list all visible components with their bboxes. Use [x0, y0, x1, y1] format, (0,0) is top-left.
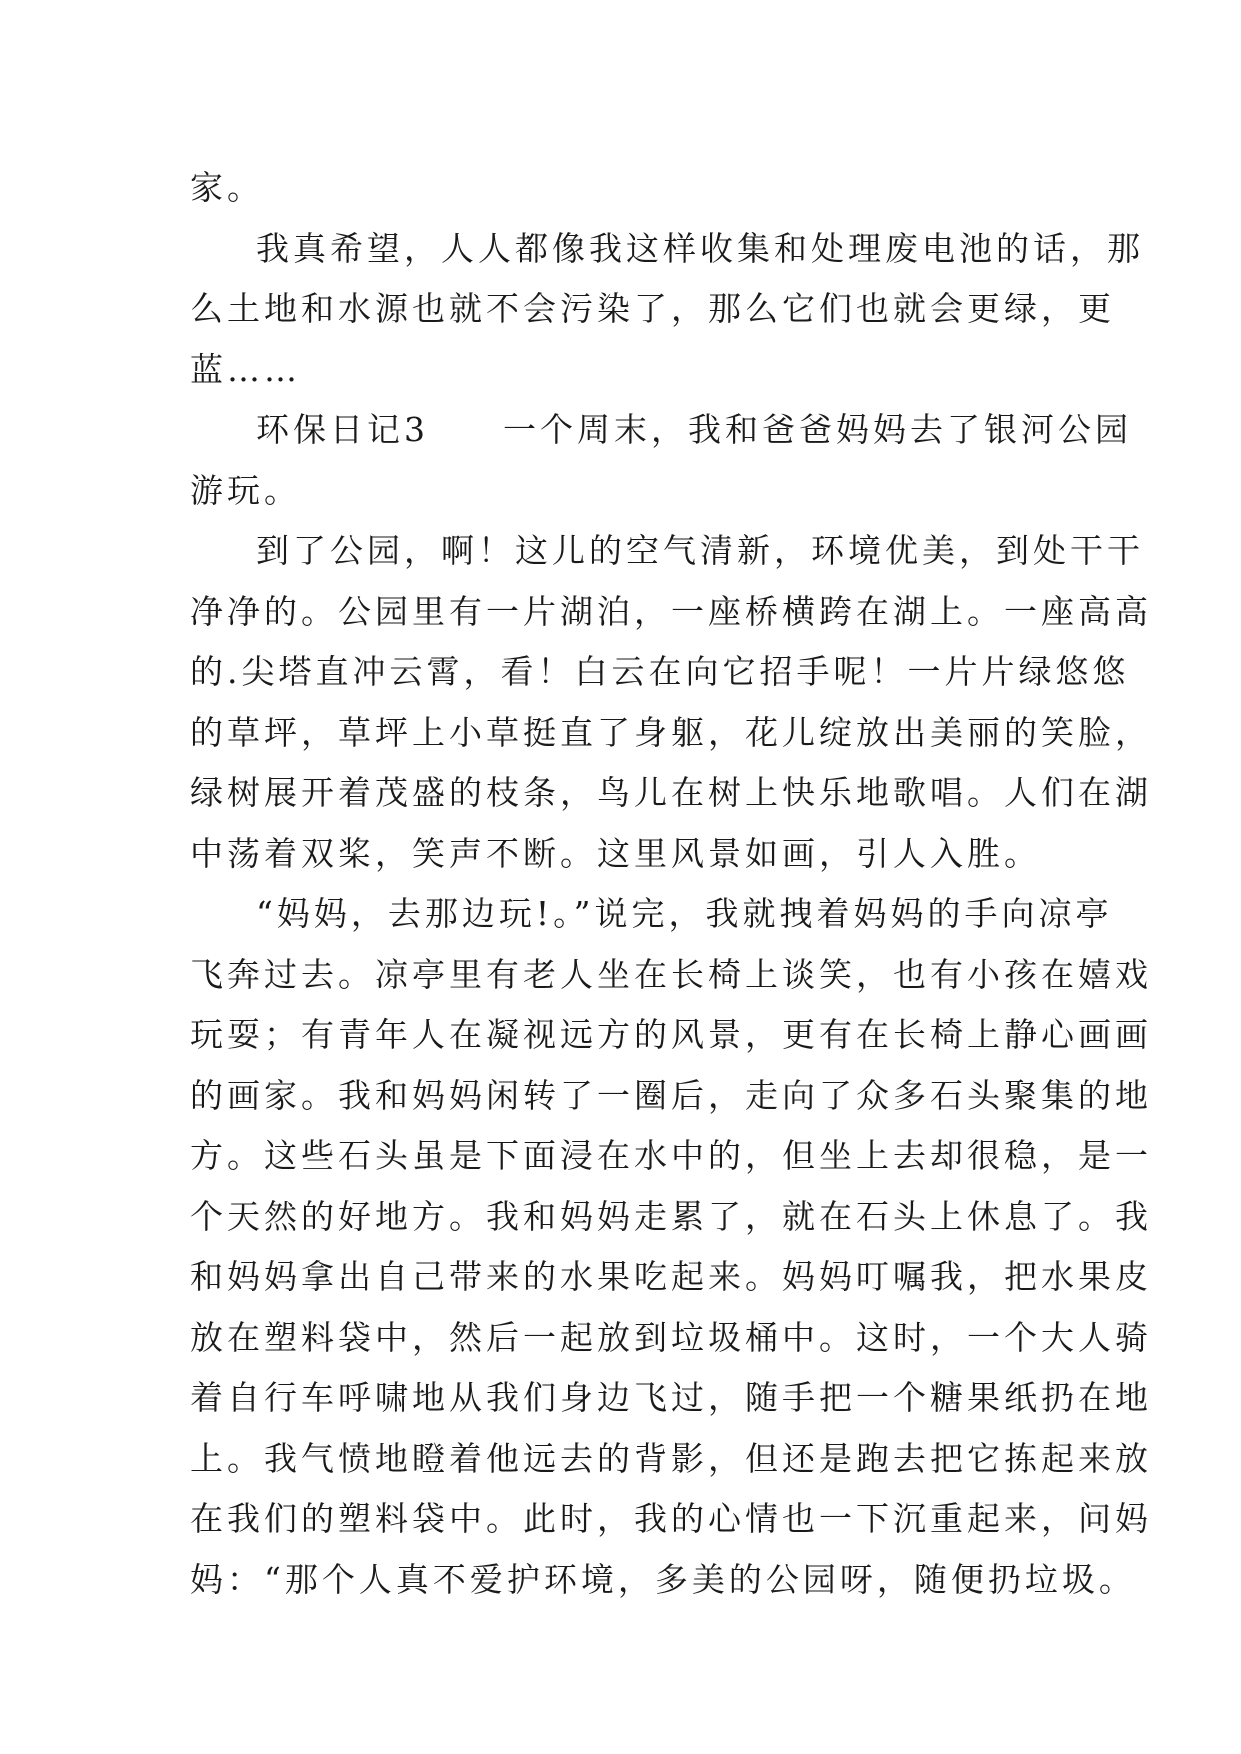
text-line: 个天然的好地方。我和妈妈走累了，就在石头上休息了。我 — [190, 1196, 1152, 1236]
text-line: 的画家。我和妈妈闲转了一圈后，走向了众多石头聚集的地 — [190, 1075, 1152, 1115]
text-line: 游玩。 — [190, 470, 301, 510]
text-line: 的草坪，草坪上小草挺直了身躯，花儿绽放出美丽的笑脸， — [190, 712, 1152, 752]
text-line: 净净的。公园里有一片湖泊，一座桥横跨在湖上。一座高高 — [190, 591, 1152, 631]
paragraph-first-line: 环保日记3 一个周末，我和爸爸妈妈去了银河公园 — [256, 410, 1132, 449]
text-line: 绿树展开着茂盛的枝条，鸟儿在树上快乐地歌唱。人们在湖 — [190, 773, 1152, 812]
text-line: 蓝…… — [190, 349, 301, 389]
text-line: 方。这些石头虽是下面浸在水中的，但坐上去却很稳，是一 — [190, 1136, 1152, 1175]
text-line: 妈：“那个人真不爱护环境，多美的公园呀，随便扔垃圾。 — [190, 1559, 1136, 1599]
text-line: 和妈妈拿出自己带来的水果吃起来。妈妈叮嘱我，把水果皮 — [190, 1257, 1152, 1296]
text-line: 中荡着双桨，笑声不断。这里风景如画，引人入胜。 — [190, 833, 1041, 873]
text-line: 着自行车呼啸地从我们身边飞过，随手把一个糖果纸扔在地 — [190, 1378, 1152, 1417]
paragraph-first-line: 到了公园，啊！这儿的空气清新，环境优美，到处干干 — [256, 531, 1144, 570]
text-line: 飞奔过去。凉亭里有老人坐在长椅上谈笑，也有小孩在嬉戏 — [190, 954, 1152, 994]
text-line: 上。我气愤地瞪着他远去的背影，但还是跑去把它拣起来放 — [190, 1438, 1152, 1478]
text-line: 么土地和水源也就不会污染了，那么它们也就会更绿，更 — [190, 289, 1115, 328]
paragraph-first-line: 我真希望，人人都像我这样收集和处理废电池的话，那 — [256, 228, 1144, 268]
paragraph-first-line: “妈妈，去那边玩!。”说完，我就拽着妈妈的手向凉亭 — [256, 894, 1113, 933]
document-body — [190, 158, 1152, 1610]
text-line: 玩耍；有青年人在凝视远方的风景，更有在长椅上静心画画 — [190, 1015, 1152, 1054]
text-line: 在我们的塑料袋中。此时，我的心情也一下沉重起来，问妈 — [190, 1499, 1152, 1538]
text-line: 放在塑料袋中，然后一起放到垃圾桶中。这时，一个大人骑 — [190, 1317, 1152, 1357]
text-line: 家。 — [190, 168, 264, 207]
text-line: 的.尖塔直冲云霄，看！白云在向它招手呢！一片片绿悠悠 — [190, 652, 1130, 691]
